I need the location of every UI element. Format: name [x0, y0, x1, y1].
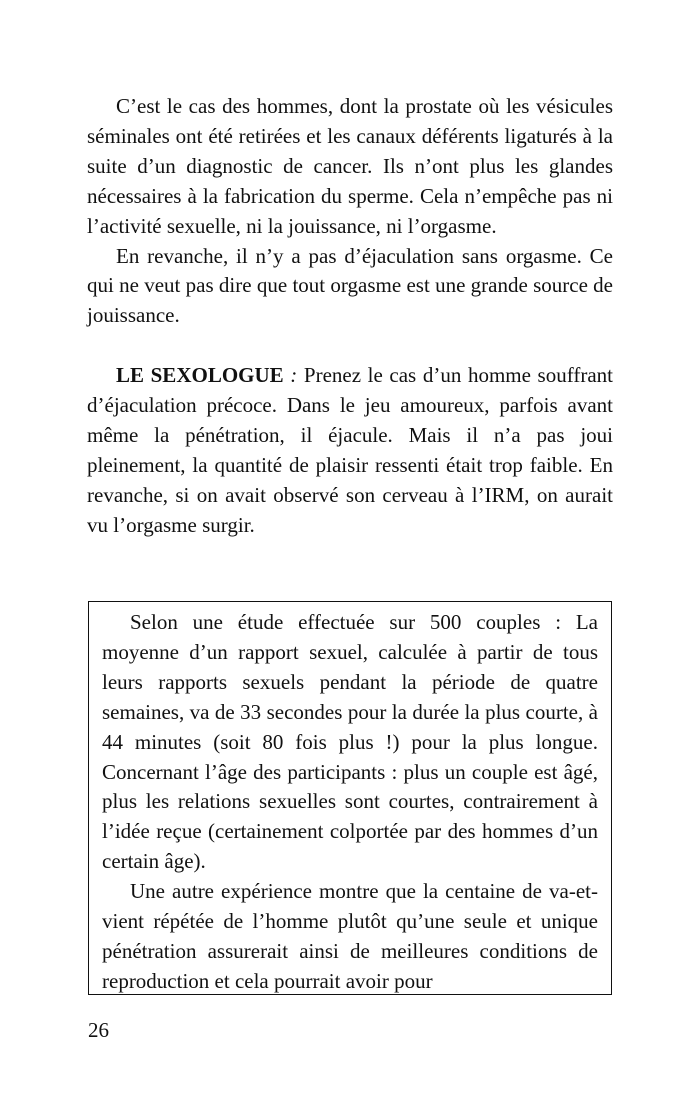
study-box [88, 601, 612, 995]
box-paragraph-study: Selon une étude effectuée sur 500 couples : La moyenne d’un rapport sexuel, calculée à partir de tous leurs rapports sexuels pendant la période de quatre semaines, va de 33 secondes pour la durée la plus courte, à 44 minutes (soit 80 fois plus !) pour la plus longue. Concernant l’âge des participants : plus un couple est âgé, plus les relations sexuelles sont courtes, contrairement à l’idée reçue (certainement colportée par des hommes d’un certain âge). [102, 610, 598, 874]
main-text [87, 92, 613, 541]
box-paragraph-experience: Une autre expérience montre que la centaine de va-et-vient répétée de l’homme plutôt qu’une seule et unique pénétration assurerait ainsi de meilleures conditions de reproduction et cela pourrait avoir pour [102, 879, 598, 993]
speaker-label: LE SEXOLOGUE [116, 363, 284, 388]
paragraph-prostate: C’est le cas des hommes, dont la prostate où les vésicules séminales ont été retirées et les canaux déférents ligaturés à la suite d’un diagnostic de cancer. Ils n’ont plus les glandes nécessaires à la fabrication du sperme. Cela n’empêche pas ni l’activité sexuelle, ni la jouissance, ni l’orgasme. [87, 94, 613, 238]
paragraph-ejaculation: En revanche, il n’y a pas d’éjaculation sans orgasme. Ce qui ne veut pas dire que tout orgasme est une grande source de jouissance. [87, 243, 613, 328]
sexologue-text: Prenez le cas d’un homme souffrant d’éjaculation précoce. Dans le jeu amoureux, parfois avant même la pénétration, il éjacule. Mais il n’a pas joui pleinement, la quantité de plaisir ressenti était trop faible. En revanche, si on avait observé son cerveau à l’IRM, on aurait vu l’orgasme surgir. [87, 363, 613, 537]
speaker-colon: : [283, 363, 298, 388]
page-number: 26 [88, 1018, 109, 1042]
paragraph-sexologue [87, 361, 613, 540]
paragraph-gap [87, 331, 613, 361]
